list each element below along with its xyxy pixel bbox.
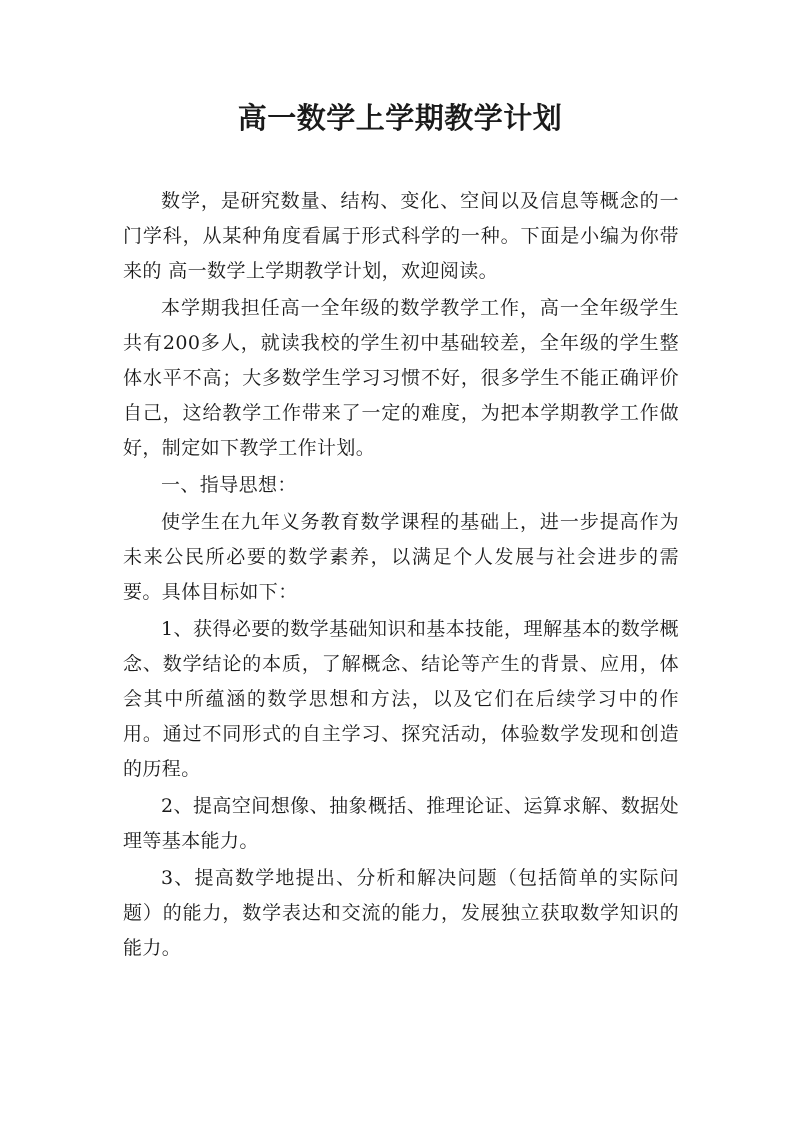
intro-paragraph: 数学，是研究数量、结构、变化、空间以及信息等概念的一门学科，从某种角度看属于形式科学的一种。下面是小编为你带来的 高一数学上学期教学计划，欢迎阅读。: [123, 190, 679, 282]
page-title: 高一数学上学期教学计划: [237, 101, 563, 135]
goal-intro-paragraph: 使学生在九年义务教育数学课程的基础上，进一步提高作为未来公民所必要的数学素养，以满足个人发展与社会进步的需要。具体目标如下：: [123, 511, 679, 603]
goal-item-3: 3、提高数学地提出、分析和解决问题（包括简单的实际问题）的能力，数学表达和交流的能力，发展独立获取数学知识的能力。: [123, 867, 679, 959]
document-body: [123, 184, 679, 966]
goal-item-1: 1、获得必要的数学基础知识和基本技能，理解基本的数学概念、数学结论的本质，了解概念、结论等产生的背景、应用，体会其中所蕴涵的数学思想和方法，以及它们在后续学习中的作用。通过不同形式的自主学习、探究活动，体验数学发现和创造的历程。: [123, 618, 679, 780]
goal-item-2: 2、提高空间想像、抽象概括、推理论证、运算求解、数据处理等基本能力。: [123, 795, 679, 852]
section-heading-guiding-thought: 一、指导思想：: [161, 474, 297, 496]
background-paragraph: 本学期我担任高一全年级的数学教学工作，高一全年级学生共有200多人，就读我校的学生初中基础较差，全年级的学生整体水平不高；大多数学生学习习惯不好，很多学生不能正确评价自己，这给教学工作带来了一定的难度，为把本学期教学工作做好，制定如下教学工作计划。: [123, 297, 679, 459]
